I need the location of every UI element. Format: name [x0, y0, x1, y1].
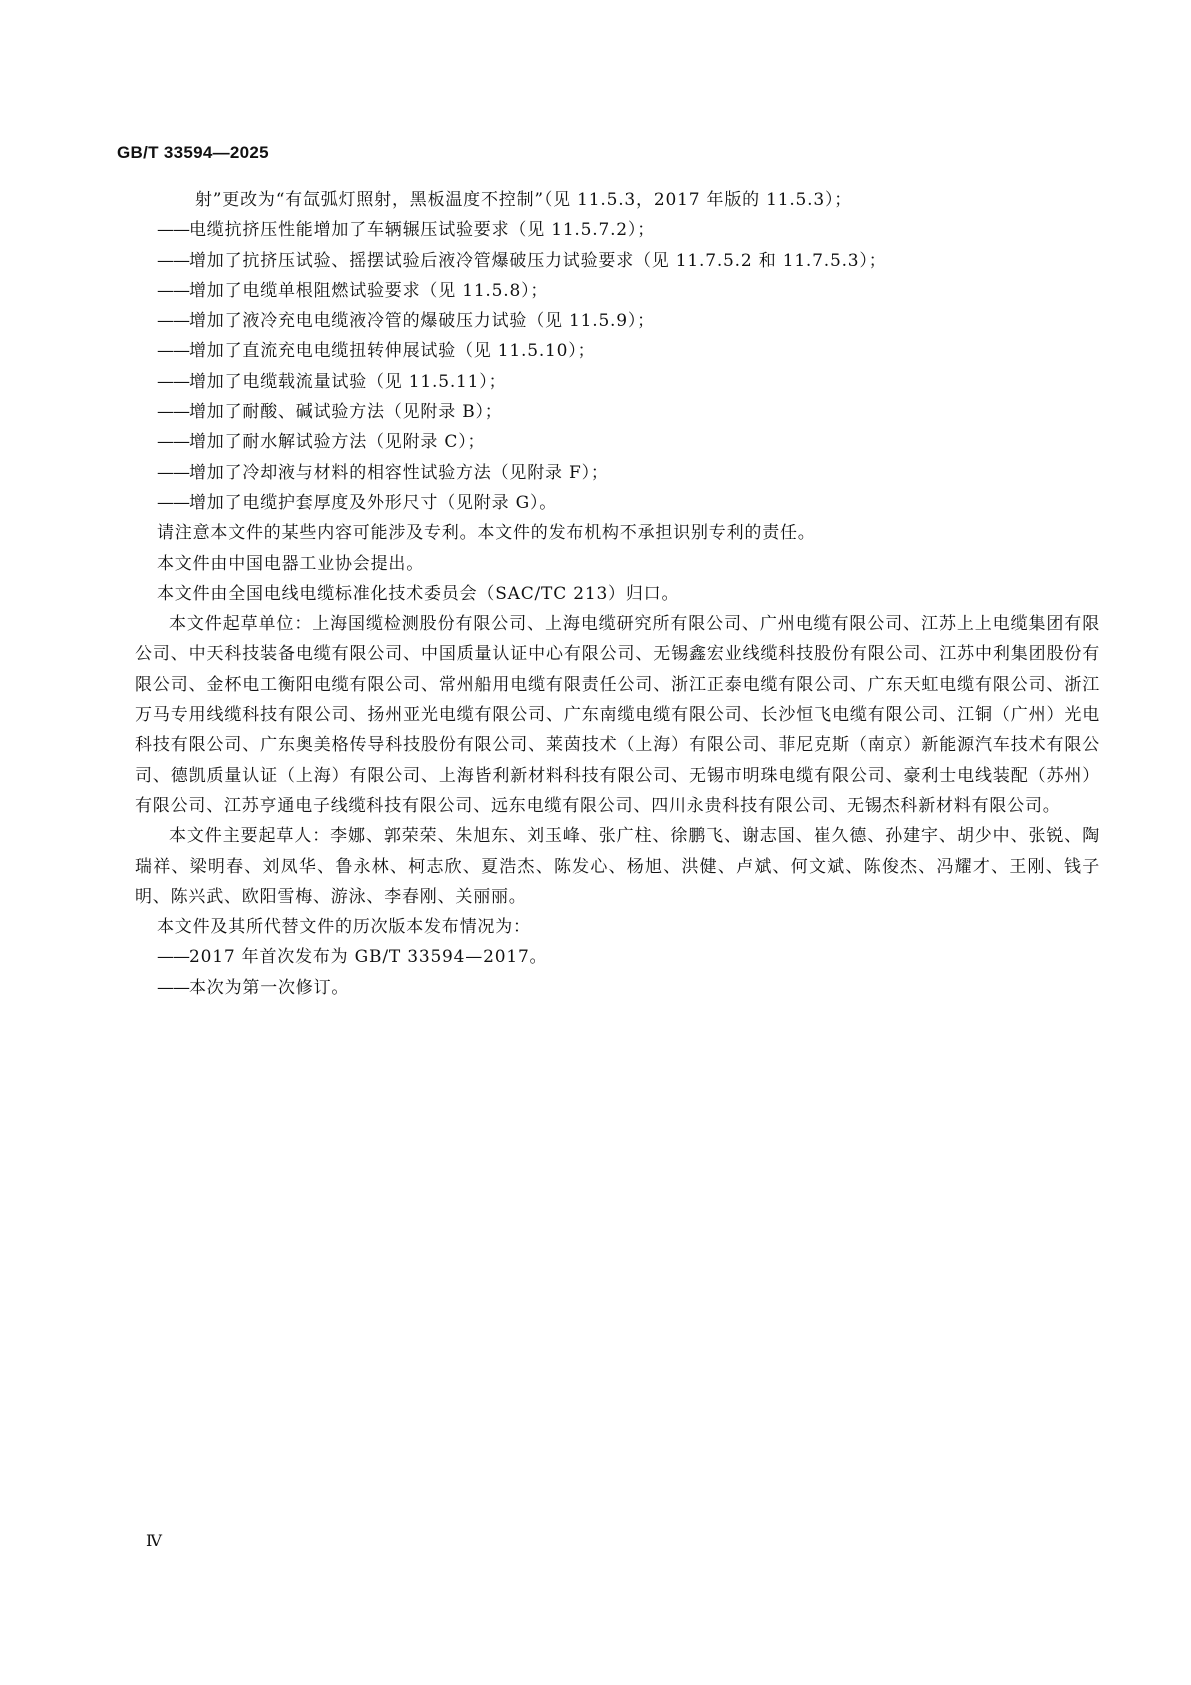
- list-item-text: 增加了耐水解试验方法（见附录 C）；: [189, 432, 486, 453]
- list-item-text: 增加了耐酸、碱试验方法（见附录 B）；: [189, 402, 503, 423]
- list-item: [157, 367, 1077, 397]
- list-dash: ——: [157, 462, 189, 483]
- drafters-paragraph: 本文件主要起草人：李娜、郭荣荣、朱旭东、刘玉峰、张广柱、徐鹏飞、谢志国、崔久德、孙建宇、胡少中、张锐、陶瑞祥、梁明春、刘凤华、鲁永林、柯志欣、夏浩杰、陈发心、杨旭、洪健、卢斌、何文斌、陈俊杰、冯耀才、王刚、钱子明、陈兴武、欧阳雪梅、游泳、李春刚、关丽丽。: [135, 826, 1100, 907]
- continuation-line: 射”更改为“有氙弧灯照射，黑板温度不控制”（见 11.5.3，2017 年版的 11.5.3）；: [195, 190, 853, 210]
- list-item: [157, 246, 1077, 276]
- list-item: [157, 488, 1077, 518]
- list-item-text: 增加了直流充电电缆扭转伸展试验（见 11.5.10）；: [189, 341, 596, 362]
- list-dash: ——: [157, 341, 189, 362]
- page-number: Ⅳ: [146, 1531, 162, 1550]
- list-item-text: 本次为第一次修订。: [189, 977, 350, 998]
- change-list: [157, 215, 1077, 518]
- history-list: [157, 942, 1077, 1003]
- list-item-text: 增加了电缆载流量试验（见 11.5.11）；: [189, 371, 507, 392]
- list-item-text: 2017 年首次发布为 GB/T 33594—2017。: [189, 947, 548, 968]
- list-dash: ——: [157, 311, 189, 332]
- list-item-text: 增加了电缆护套厚度及外形尺寸（见附录 G）。: [189, 492, 558, 513]
- list-item: [157, 942, 1077, 972]
- list-dash: ——: [157, 280, 189, 301]
- list-item-text: 增加了液冷充电电缆液冷管的爆破压力试验（见 11.5.9）；: [189, 311, 655, 332]
- list-dash: ——: [157, 250, 189, 271]
- list-dash: ——: [157, 947, 189, 968]
- centralized-statement: 本文件由全国电线电缆标准化技术委员会（SAC/TC 213）归口。: [157, 583, 680, 604]
- list-dash: ——: [157, 977, 189, 998]
- list-dash: ——: [157, 432, 189, 453]
- list-item-text: 电缆抗挤压性能增加了车辆辗压试验要求（见 11.5.7.2）；: [189, 220, 655, 241]
- list-item: [157, 973, 1077, 1003]
- drafting-units-paragraph: 本文件起草单位：上海国缆检测股份有限公司、上海电缆研究所有限公司、广州电缆有限公司、江苏上上电缆集团有限公司、中天科技装备电缆有限公司、中国质量认证中心有限公司、无锡鑫宏业线缆科技股份有限公司、江苏中利集团股份有限公司、金杯电工衡阳电缆有限公司、常州船用电缆有限责任公司、浙江正泰电缆有限公司、广东天虹电缆有限公司、浙江万马专用线缆科技有限公司、扬州亚光电缆有限公司、广东南缆电缆有限公司、长沙恒飞电缆有限公司、江铜（广州）光电科技有限公司、广东奥美格传导科技股份有限公司、莱茵技术（上海）有限公司、菲尼克斯（南京）新能源汽车技术有限公司、德凯质量认证（上海）有限公司、上海皆利新材料科技有限公司、无锡市明珠电缆有限公司、豪利士电线装配（苏州）有限公司、江苏亨通电子线缆科技有限公司、远东电缆有限公司、四川永贵科技有限公司、无锡杰科新材料有限公司。: [135, 614, 1100, 816]
- list-item: [157, 336, 1077, 366]
- list-item-text: 增加了电缆单根阻燃试验要求（见 11.5.8）；: [189, 280, 549, 301]
- list-item: [157, 427, 1077, 457]
- list-item: [157, 306, 1077, 336]
- list-item: [157, 397, 1077, 427]
- proposer-statement: 本文件由中国电器工业协会提出。: [157, 553, 424, 574]
- list-item: [157, 215, 1077, 245]
- history-intro: 本文件及其所代替文件的历次版本发布情况为：: [157, 917, 531, 938]
- list-dash: ——: [157, 371, 189, 392]
- document-body: [135, 185, 1100, 1003]
- list-dash: ——: [157, 402, 189, 423]
- patent-notice: 请注意本文件的某些内容可能涉及专利。本文件的发布机构不承担识别专利的责任。: [157, 523, 816, 544]
- list-item-text: 增加了冷却液与材料的相容性试验方法（见附录 F）；: [189, 462, 609, 483]
- list-dash: ——: [157, 492, 189, 513]
- standard-code: GB/T 33594—2025: [117, 143, 269, 162]
- list-item-text: 增加了抗挤压试验、摇摆试验后液冷管爆破压力试验要求（见 11.7.5.2 和 11.7.5.3）；: [189, 250, 887, 271]
- list-item: [157, 276, 1077, 306]
- list-item: [157, 458, 1077, 488]
- list-dash: ——: [157, 220, 189, 241]
